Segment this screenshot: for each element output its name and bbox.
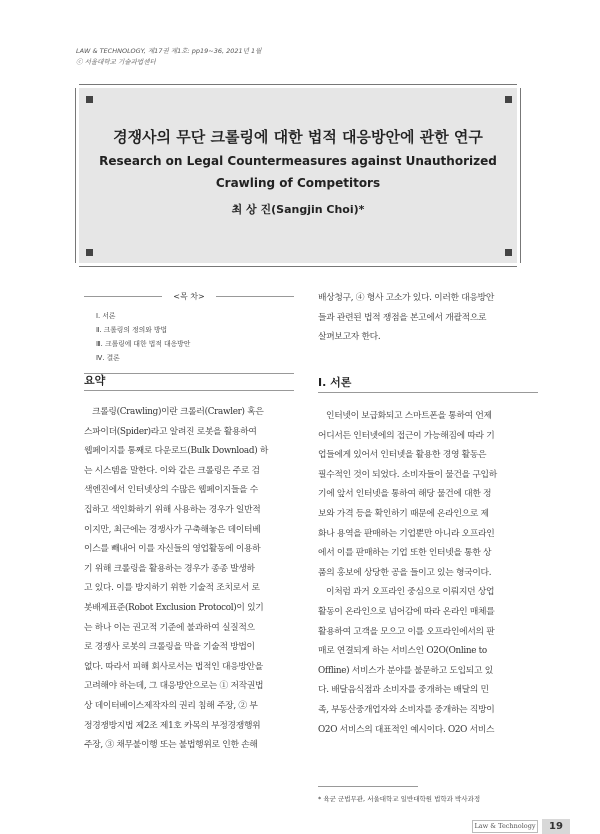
abstract-heading: 요약	[84, 374, 106, 387]
text-line: 봇배제표준(Robot Exclusion Protocol)이 있기	[84, 603, 264, 613]
section-rule	[318, 392, 538, 393]
text-line: 화나 용역을 판매하는 기업뿐만 아니라 오프라인	[318, 528, 495, 539]
toc-rule-right	[216, 296, 294, 297]
title-frame-bottom	[79, 266, 517, 267]
toc-title: <목 차>	[173, 292, 205, 301]
toc-item-1: Ⅰ. 서론	[96, 312, 116, 320]
text-line: 어디서든 인터넷에의 접근이 가능해짐에 따라 기	[318, 430, 495, 441]
corner-square-top-left	[86, 96, 93, 103]
text-line: 정경쟁방지법 제2조 제1호 카목의 부정경쟁행위	[84, 720, 261, 731]
journal-header	[76, 46, 261, 68]
title-frame-top	[79, 84, 517, 85]
text-line: 고 있다. 이를 방지하기 위한 기술적 조치로서 로	[84, 583, 260, 594]
text-line: 기에 앞서 인터넷을 통하여 해당 물건에 대한 정	[318, 489, 492, 500]
text-line: 주장, ③ 채무불이행 또는 불법행위로 인한 손해	[84, 740, 258, 751]
text-line: 배상청구, ④ 형사 고소가 있다. 이러한 대응방안	[318, 293, 495, 303]
text-line: 크롤링(Crawling)이란 크롤러(Crawler) 혹은	[92, 407, 264, 417]
page-number: 19	[542, 819, 570, 834]
text-line: 활동이 온라인으로 넘어감에 따라 온라인 매체를	[318, 607, 495, 617]
journal-citation: LAW & TECHNOLOGY, 제17권 제1호: pp19~36, 2021년 1월	[76, 47, 262, 55]
toc-item-2: Ⅱ. 크롤링의 정의와 방법	[96, 326, 168, 334]
text-line: 집하고 색인화하기 위해 사용하는 경우가 일반적	[84, 505, 261, 515]
text-line: 보와 가격 등을 확인하기 때문에 온라인으로 제	[318, 509, 489, 519]
text-line: 에서 이를 판매하는 기업 또한 인터넷을 통한 상	[318, 548, 492, 559]
toc-item-4: Ⅳ. 결론	[96, 354, 120, 362]
table-of-contents	[84, 292, 294, 375]
text-line: 웹페이지를 통째로 다운로드(Bulk Download) 하	[84, 446, 269, 457]
corner-square-bottom-right	[505, 249, 512, 256]
text-line: O2O 서비스의 대표적인 예시이다. O2O 서비스	[318, 724, 495, 735]
text-line: 필수적인 것이 되었다. 소비자들이 물건을 구입하	[318, 469, 497, 480]
text-line: 기 위해 크롤링을 활용하는 경우가 종종 발생하	[84, 563, 255, 574]
text-line: 이처럼 과거 오프라인 중심으로 이뤄지던 상업	[326, 587, 495, 598]
title-box	[79, 88, 517, 263]
footnote-rule	[318, 786, 418, 787]
section-heading-introduction: Ⅰ. 서론	[318, 376, 352, 389]
toc-rule-bottom	[84, 373, 294, 374]
title-frame-right	[520, 88, 521, 263]
footnote: * 육군 군법무관, 서울대학교 일반대학원 법학과 박사과정	[318, 795, 481, 803]
text-line: 고려해야 하는데, 그 대응방안으로는 ① 저작권법	[84, 681, 264, 692]
text-line: 로 경쟁사 로봇의 크롤링을 막을 기술적 방법이	[84, 642, 255, 653]
text-line: 이스를 빼내어 이를 자신들의 영업활동에 이용하	[84, 544, 261, 555]
text-line: 상 데이터베이스제작자의 권리 침해 주장, ② 부	[84, 701, 258, 711]
text-line: Offline) 서비스가 분야를 불문하고 도입되고 있	[318, 665, 493, 676]
abstract-rule	[84, 390, 294, 391]
toc-item-3: Ⅲ. 크롤링에 대한 법적 대응방안	[96, 340, 191, 348]
text-line: 는 시스템을 말한다. 이와 같은 크롤링은 주로 검	[84, 465, 260, 476]
title-english-line2: Crawling of Competitors	[215, 176, 381, 190]
text-line: 업들에게 있어서 인터넷을 활용한 경영 활동은	[318, 450, 487, 461]
text-line: 살펴보고자 한다.	[318, 332, 381, 343]
footer-journal-label: Law & Technology	[472, 820, 538, 833]
text-line: 는 하나 이는 권고적 기준에 불과하여 실질적으	[84, 622, 255, 633]
text-line: 이지만, 최근에는 경쟁사가 구축해놓은 데이터베	[84, 524, 261, 535]
title-frame-left	[75, 88, 76, 263]
text-line: 품의 홍보에 상당한 공을 들이고 있는 형국이다.	[318, 567, 492, 578]
text-line: 족, 부동산중개업자와 소비자를 중개하는 직방이	[318, 705, 495, 715]
text-line: 인터넷이 보급화되고 스마트폰을 통하여 언제	[326, 411, 492, 421]
author: 최 상 진(Sangjin Choi)*	[231, 203, 365, 216]
text-line: 색엔진에서 인터넷상의 수많은 웹페이지들을 수	[84, 485, 258, 496]
text-line: 들과 관련된 법적 쟁점을 본고에서 개괄적으로	[318, 312, 487, 323]
title-english-line1: Research on Legal Countermeasures against Unauthorized	[99, 154, 497, 168]
text-line: 활용하여 고객을 모으고 이를 오프라인에서의 판	[318, 626, 495, 637]
text-line: 다. 배달음식점과 소비자를 중개하는 배달의 민	[318, 685, 489, 696]
text-line: 스파이더(Spider)라고 알려진 로봇을 활용하여	[84, 426, 257, 437]
text-line: 매로 연결되게 하는 서비스인 O2O(Online to	[318, 646, 487, 657]
copyright-notice: ⓒ 서울대학교 기술과법센터	[76, 58, 156, 66]
corner-square-bottom-left	[86, 249, 93, 256]
title-korean: 경쟁사의 무단 크롤링에 대한 법적 대응방안에 관한 연구	[113, 128, 483, 146]
text-line: 없다. 따라서 피해 회사로서는 법적인 대응방안을	[84, 661, 263, 672]
corner-square-top-right	[505, 96, 512, 103]
